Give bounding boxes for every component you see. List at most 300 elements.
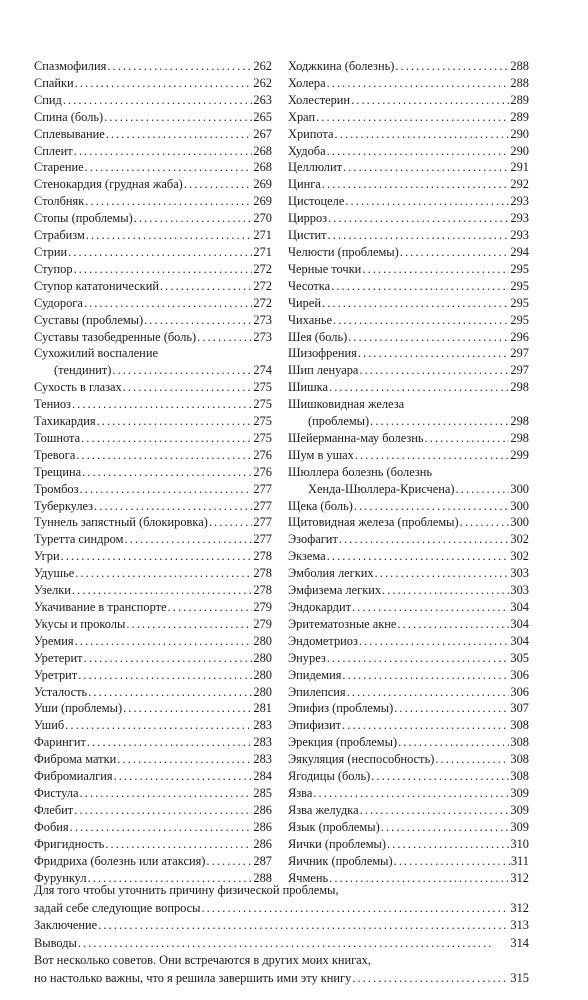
entry-title: Эзофагит xyxy=(288,532,338,547)
entry-page-number: 272 xyxy=(253,278,272,293)
entry-page-number: 298 xyxy=(510,414,529,429)
entry-title: Черные точки xyxy=(288,261,362,276)
entry-title: Эрекция (проблемы) xyxy=(288,735,398,750)
entry-page-number: 298 xyxy=(510,430,529,445)
toc-entry xyxy=(34,413,272,430)
toc-entry xyxy=(288,278,529,295)
dot-leader xyxy=(87,734,253,751)
dot-leader xyxy=(397,616,509,633)
toc-entry xyxy=(34,447,272,464)
entry-page-number: 308 xyxy=(510,718,529,733)
dot-leader xyxy=(78,935,510,953)
entry-title: Шейерманна-мау болезнь xyxy=(288,430,424,445)
toc-entry xyxy=(34,109,272,126)
dot-leader xyxy=(75,565,252,582)
entry-title: Туретта синдром xyxy=(34,532,124,547)
dot-leader xyxy=(124,531,252,548)
entry-title: Экзема xyxy=(288,549,326,564)
dot-leader xyxy=(359,633,510,650)
entry-title: Тахикардия xyxy=(34,414,96,429)
entry-title: Холестерин xyxy=(288,92,351,107)
dot-leader xyxy=(313,785,509,802)
entry-title: Уретрит xyxy=(34,667,78,682)
toc-entry xyxy=(34,667,272,684)
entry-page-number: 277 xyxy=(253,498,272,513)
entry-page-number: 308 xyxy=(510,735,529,750)
entry-page-number: 313 xyxy=(510,918,529,932)
entry-title: Чиханье xyxy=(288,312,332,327)
entry-title: Укусы и проколы xyxy=(34,616,126,631)
entry-page-number: 289 xyxy=(510,92,529,107)
entry-title: Фурункул xyxy=(34,870,87,885)
entry-title: Эндометриоз xyxy=(288,633,358,648)
dot-leader xyxy=(68,244,252,261)
dot-leader xyxy=(339,531,510,548)
toc-entry xyxy=(288,379,529,396)
entry-title: Судорога xyxy=(34,295,83,310)
dot-leader xyxy=(345,193,509,210)
dot-leader xyxy=(347,684,510,701)
entry-page-number: 274 xyxy=(253,363,272,378)
dot-leader xyxy=(394,700,509,717)
entry-title: Спина (боль) xyxy=(34,109,104,124)
toc-entry xyxy=(288,345,529,362)
dot-leader xyxy=(134,210,253,227)
dot-leader xyxy=(86,227,253,244)
entry-page-number: 295 xyxy=(510,312,529,327)
dot-leader xyxy=(398,734,509,751)
entry-title: Стопы (проблемы) xyxy=(34,211,133,226)
entry-title: Угри xyxy=(34,549,60,564)
entry-page-number: 291 xyxy=(510,160,529,175)
toc-entry xyxy=(288,210,529,227)
entry-title: Шея (боль) xyxy=(288,329,348,344)
entry-page-number: 277 xyxy=(253,481,272,496)
entry-title: Заключение xyxy=(34,918,98,932)
dot-leader xyxy=(387,836,509,853)
entry-title: Уретерит xyxy=(34,650,83,665)
entry-title: Уши (проблемы) xyxy=(34,701,123,716)
entry-page-number: 312 xyxy=(510,900,529,915)
entry-title: Фригидность xyxy=(34,836,105,851)
entry-title: Ступор xyxy=(34,261,73,276)
entry-page-number: 283 xyxy=(253,735,272,750)
dot-leader xyxy=(425,430,510,447)
dot-leader xyxy=(75,633,253,650)
entry-page-number: 314 xyxy=(510,935,529,950)
toc-entry xyxy=(34,650,272,667)
entry-title: Для того чтобы уточнить причину физической проблемы, xyxy=(34,883,339,897)
entry-page-number: 303 xyxy=(510,583,529,598)
dot-leader xyxy=(455,481,509,498)
dot-leader xyxy=(85,159,253,176)
entry-title: Эпидемия xyxy=(288,667,342,682)
entry-title: Эмболия легких xyxy=(288,566,374,581)
dot-leader xyxy=(65,717,252,734)
entry-title: Узелки xyxy=(34,583,71,598)
toc-entry xyxy=(34,261,272,278)
entry-title: Эндокардит xyxy=(288,600,352,614)
entry-page-number: 262 xyxy=(253,59,272,73)
dot-leader xyxy=(362,261,509,278)
dot-leader xyxy=(61,548,253,565)
entry-page-number: 281 xyxy=(253,701,272,716)
toc-entry xyxy=(34,819,272,836)
dot-leader xyxy=(70,819,253,836)
toc-entry xyxy=(288,633,529,650)
entry-title: Язык (проблемы) xyxy=(288,819,380,834)
dot-leader xyxy=(85,193,252,210)
toc-entry xyxy=(288,498,529,515)
dot-leader xyxy=(327,650,510,667)
dot-leader xyxy=(206,853,252,870)
entry-page-number: 288 xyxy=(253,870,272,885)
entry-page-number: 299 xyxy=(510,447,529,462)
dot-leader xyxy=(126,616,252,633)
entry-page-number: 306 xyxy=(510,684,529,699)
toc-entry xyxy=(288,329,529,346)
entry-title: Стрии xyxy=(34,244,68,259)
dot-leader xyxy=(63,92,253,109)
entry-page-number: 272 xyxy=(253,261,272,276)
dot-leader xyxy=(328,210,509,227)
dot-leader xyxy=(370,413,509,430)
entry-page-number: 276 xyxy=(253,464,272,479)
entry-title: Спазмофилия xyxy=(34,59,107,73)
entry-title: Язва желудка xyxy=(288,802,359,817)
entry-page-number: 283 xyxy=(253,718,272,733)
dot-leader xyxy=(114,768,253,785)
dot-leader xyxy=(197,329,252,346)
entry-page-number: 300 xyxy=(510,498,529,513)
entry-page-number: 309 xyxy=(510,819,529,834)
entry-title: Ушиб xyxy=(34,718,65,733)
entry-page-number: 293 xyxy=(510,194,529,209)
entry-title: Эритематозные акне xyxy=(288,616,397,631)
toc-entry xyxy=(34,143,272,160)
entry-title: Шишка xyxy=(288,380,329,395)
toc-entry xyxy=(34,396,272,413)
entry-page-number: 277 xyxy=(253,515,272,530)
toc-entry xyxy=(34,836,272,853)
entry-page-number: 288 xyxy=(510,59,529,73)
dot-leader xyxy=(74,802,252,819)
entry-page-number: 271 xyxy=(253,228,272,243)
dot-leader xyxy=(351,92,509,109)
dot-leader xyxy=(342,717,509,734)
toc-entry xyxy=(288,261,529,278)
entry-page-number: 293 xyxy=(510,228,529,243)
entry-title: Спайки xyxy=(34,75,74,90)
dot-leader xyxy=(359,362,509,379)
entry-title: Щитовидная железа (проблемы) xyxy=(288,515,459,530)
entry-page-number: 263 xyxy=(253,92,272,107)
toc-entry xyxy=(34,751,272,768)
dot-leader xyxy=(316,109,509,126)
entry-page-number: 311 xyxy=(510,853,529,868)
dot-leader xyxy=(355,447,510,464)
entry-page-number: 292 xyxy=(510,177,529,192)
entry-title: Цистит xyxy=(288,228,327,243)
entry-page-number: 270 xyxy=(253,211,272,226)
entry-title: Чирей xyxy=(288,295,322,310)
toc-entry xyxy=(34,58,272,75)
dot-leader xyxy=(80,481,253,498)
entry-page-number: 300 xyxy=(510,515,529,530)
dot-leader xyxy=(327,548,510,565)
entry-title: Фистула xyxy=(34,785,79,800)
toc-entry xyxy=(288,785,529,802)
entry-title: Суставы (проблемы) xyxy=(34,312,144,327)
entry-title: Эякуляция (неспособность) xyxy=(288,752,435,767)
entry-page-number: 305 xyxy=(510,650,529,665)
toc-entry xyxy=(288,582,529,599)
dot-leader xyxy=(329,379,509,396)
entry-page-number: 296 xyxy=(510,329,529,344)
dot-leader xyxy=(81,430,252,447)
entry-title: Язва xyxy=(288,785,313,800)
toc-entry xyxy=(34,464,272,481)
entry-title: Эпилепсия xyxy=(288,684,346,699)
entry-title: Ступор кататонический xyxy=(34,278,159,293)
dot-leader xyxy=(160,278,252,295)
entry-title: Фиброма матки xyxy=(34,752,117,767)
entry-page-number: 262 xyxy=(253,75,272,90)
dot-leader xyxy=(80,785,253,802)
entry-title: Сплеит xyxy=(34,143,73,158)
dot-leader xyxy=(322,176,510,193)
toc-entry xyxy=(288,227,529,244)
entry-page-number: 272 xyxy=(253,295,272,310)
dot-leader xyxy=(371,768,509,785)
entry-page-number: 278 xyxy=(253,549,272,564)
entry-page-number: 280 xyxy=(253,667,272,682)
toc-entry xyxy=(288,143,529,160)
dot-leader xyxy=(333,312,509,329)
toc-entry xyxy=(288,75,529,92)
toc-entry xyxy=(288,126,529,143)
dot-leader xyxy=(74,143,253,160)
dot-leader xyxy=(72,396,252,413)
entry-title: Эмфизема легких xyxy=(288,583,382,598)
toc-entry xyxy=(34,700,272,717)
toc-entry xyxy=(288,734,529,751)
entry-page-number: 288 xyxy=(510,75,529,90)
entry-title: Страбизм xyxy=(34,228,85,243)
entry-page-number: 275 xyxy=(253,430,272,445)
toc-entry xyxy=(288,717,529,734)
entry-title-continuation: но настолько важны, что я решила завершить ими эту книгу xyxy=(34,970,352,985)
dot-leader xyxy=(327,75,510,92)
toc-entry xyxy=(288,514,529,531)
toc-entry xyxy=(34,785,272,802)
contents-column-left xyxy=(34,58,272,886)
toc-entry xyxy=(34,210,272,227)
entry-page-number: 273 xyxy=(253,312,272,327)
entry-page-number: 295 xyxy=(510,278,529,293)
dot-leader xyxy=(184,176,253,193)
toc-entry xyxy=(34,768,272,785)
entry-page-number: 312 xyxy=(510,870,529,885)
dot-leader xyxy=(168,599,253,616)
entry-page-number: 265 xyxy=(253,109,272,124)
toc-entry xyxy=(34,312,272,329)
dot-leader xyxy=(112,362,252,379)
entry-title: Эпифизит xyxy=(288,718,342,733)
dot-leader xyxy=(327,143,510,160)
entry-title: Тениоз xyxy=(34,397,71,412)
dot-leader xyxy=(348,329,509,346)
toc-entry xyxy=(34,430,272,447)
entry-page-number: 268 xyxy=(253,160,272,175)
entry-page-number: 267 xyxy=(253,126,272,141)
entry-page-number: 279 xyxy=(253,616,272,631)
entry-title: Хрипота xyxy=(288,126,334,141)
dot-leader xyxy=(343,159,509,176)
dot-leader xyxy=(76,447,252,464)
entry-title: Худоба xyxy=(288,143,326,158)
entry-page-number: 308 xyxy=(510,752,529,767)
entry-page-number: 284 xyxy=(253,769,272,784)
entry-page-number: 271 xyxy=(253,244,272,259)
dot-leader xyxy=(394,853,510,870)
toc-entry xyxy=(34,734,272,751)
contents-column-right xyxy=(288,58,529,886)
entry-title: Цистоцеле xyxy=(288,194,345,209)
dot-leader xyxy=(106,126,253,143)
toc-entry xyxy=(288,159,529,176)
entry-page-number: 304 xyxy=(510,616,529,631)
entry-title: Храп xyxy=(288,109,316,124)
entry-page-number: 280 xyxy=(253,633,272,648)
toc-entry xyxy=(288,531,529,548)
entry-page-number: 290 xyxy=(510,143,529,158)
entry-page-number: 298 xyxy=(510,380,529,395)
entry-title: Челюсти (проблемы) xyxy=(288,244,399,259)
entry-title: Шум в ушах xyxy=(288,447,354,462)
dot-leader xyxy=(209,514,253,531)
dot-leader xyxy=(354,498,510,515)
toc-entry xyxy=(288,751,529,768)
toc-entry xyxy=(288,548,529,565)
entry-title: Старение xyxy=(34,160,84,175)
entry-page-number: 290 xyxy=(510,126,529,141)
entry-title: Спид xyxy=(34,92,62,107)
toc-entry xyxy=(288,616,529,633)
toc-entry xyxy=(34,935,529,953)
dot-leader xyxy=(107,58,252,75)
dot-leader xyxy=(105,836,252,853)
entry-page-number: 302 xyxy=(510,549,529,564)
entry-title: Выводы xyxy=(34,935,77,950)
entry-page-number: 300 xyxy=(510,481,529,496)
toc-entry xyxy=(288,565,529,582)
entry-title: Уремия xyxy=(34,633,74,648)
entry-page-number: 278 xyxy=(253,583,272,598)
entry-page-number: 308 xyxy=(510,769,529,784)
dot-leader xyxy=(435,751,509,768)
entry-title: Фибромиалгия xyxy=(34,769,113,784)
entry-page-number: 275 xyxy=(253,414,272,429)
dot-leader xyxy=(352,599,509,616)
entry-page-number: 287 xyxy=(253,853,272,868)
toc-entry xyxy=(288,244,529,261)
entry-title: Трещина xyxy=(34,464,82,479)
entry-page-number: 295 xyxy=(510,261,529,276)
entry-title: Сплевывание xyxy=(34,126,105,141)
entry-page-number: 303 xyxy=(510,566,529,581)
entry-page-number: 286 xyxy=(253,819,272,834)
entry-page-number: 285 xyxy=(253,785,272,800)
entry-title: Фарингит xyxy=(34,735,86,750)
dot-leader xyxy=(201,900,509,918)
toc-entry xyxy=(288,464,529,498)
entry-title: Шип ленуара xyxy=(288,363,359,378)
entry-page-number: 276 xyxy=(253,447,272,462)
toc-entry xyxy=(288,684,529,701)
entry-page-number: 315 xyxy=(510,970,529,985)
dot-leader xyxy=(328,227,510,244)
entry-title: Удушье xyxy=(34,566,75,581)
toc-entry xyxy=(34,481,272,498)
entry-title: Туберкулез xyxy=(34,498,94,513)
entry-title: Фобия xyxy=(34,819,69,834)
toc-entry xyxy=(288,768,529,785)
toc-entry xyxy=(288,193,529,210)
toc-entry xyxy=(34,717,272,734)
entry-title: Столбняк xyxy=(34,194,85,209)
dot-leader xyxy=(72,582,252,599)
toc-entry xyxy=(34,952,529,987)
toc-entry xyxy=(34,159,272,176)
toc-entry xyxy=(288,836,529,853)
entry-page-number: 310 xyxy=(510,836,529,851)
toc-entry xyxy=(288,109,529,126)
entry-page-number: 297 xyxy=(510,363,529,378)
dot-leader xyxy=(84,295,253,312)
entry-title: Целлюлит xyxy=(288,160,342,175)
entry-page-number: 283 xyxy=(253,752,272,767)
entry-title: Фридриха (болезнь или атаксия) xyxy=(34,853,206,868)
entry-page-number: 304 xyxy=(510,600,529,614)
dot-leader xyxy=(144,312,252,329)
entry-page-number: 268 xyxy=(253,143,272,158)
dot-leader xyxy=(358,345,510,362)
toc-entry xyxy=(34,599,272,616)
toc-entry xyxy=(34,92,272,109)
toc-entry xyxy=(288,430,529,447)
entry-page-number: 309 xyxy=(510,785,529,800)
entry-page-number: 306 xyxy=(510,667,529,682)
toc-entry xyxy=(288,700,529,717)
toc-entry xyxy=(288,58,529,75)
toc-entry xyxy=(34,565,272,582)
entry-page-number: 280 xyxy=(253,650,272,665)
dot-leader xyxy=(117,751,252,768)
toc-entry xyxy=(34,514,272,531)
contents-closing-section xyxy=(34,882,529,987)
dot-leader xyxy=(382,582,509,599)
toc-entry xyxy=(288,92,529,109)
entry-title: Ячмень xyxy=(288,870,329,885)
dot-leader xyxy=(88,684,252,701)
dot-leader xyxy=(98,917,509,935)
dot-leader xyxy=(342,667,509,684)
entry-page-number: 277 xyxy=(253,532,272,547)
dot-leader xyxy=(84,650,253,667)
toc-entry xyxy=(34,616,272,633)
entry-title: Яичник (проблемы) xyxy=(288,853,393,868)
